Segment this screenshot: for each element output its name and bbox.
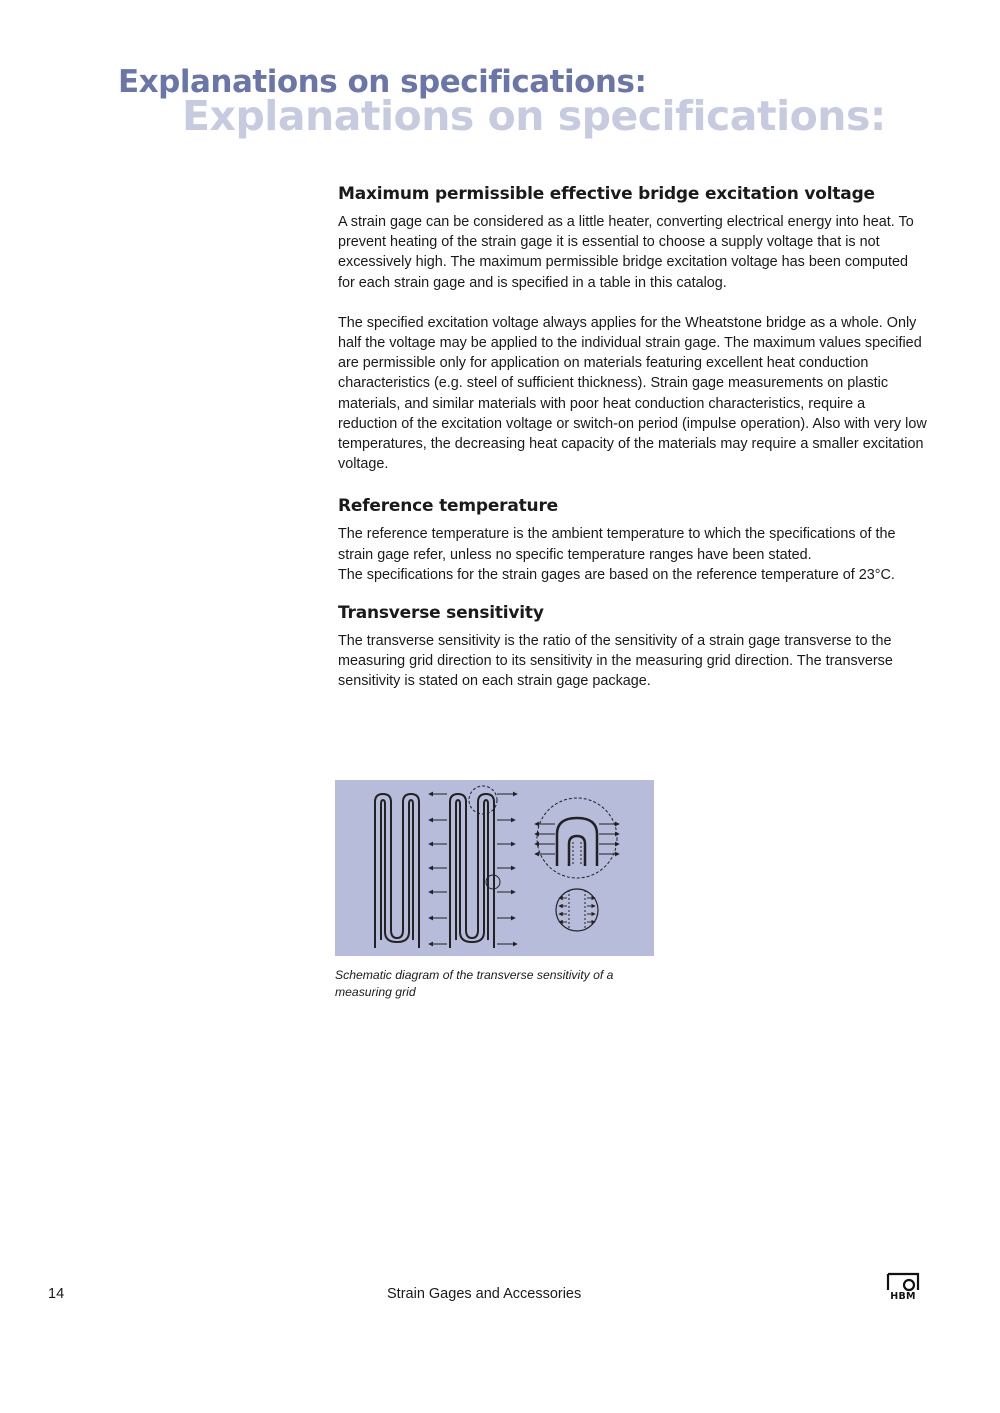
hbm-logo <box>886 1272 920 1302</box>
section-detail <box>556 889 598 931</box>
section-heading-reference-temperature: Reference temperature <box>338 496 558 517</box>
paragraph: The transverse sensitivity is the ratio of the sensitivity of a strain gage transverse to the measuring grid direction to its sensitivity in the measuring grid direction. The transverse sensitivity is stated on each strain gage package. <box>338 633 893 690</box>
paragraph: The specifications for the strain gages are based on the reference temperature of 23°C. <box>338 566 895 583</box>
paragraph: The specified excitation voltage always applies for the Wheatstone bridge as a whole. Only half the voltage may be applied to the individual strain gage. The maximum values specified are permissible only for application on materials featuring excellent heat conduction characteristics (e.g. steel of sufficient thickness). Strain gage measurements on plastic materials, and similar materials with poor heat conduction characteristics, require a reduction of the excitation voltage or switch-on period (impulse operation). Also with very low temperatures, the decreasing heat capacity of the materials may require a smaller excitation voltage. <box>338 314 927 473</box>
grid-outline-left <box>375 794 419 948</box>
force-arrows <box>429 794 517 944</box>
section-heading-transverse-sensitivity: Transverse sensitivity <box>338 603 544 624</box>
page-number: 14 <box>48 1286 65 1302</box>
grid-outline-middle <box>450 786 500 948</box>
paragraph: The reference temperature is the ambient temperature to which the specifications of the strain gage refer, unless no specific temperature ranges have been stated. <box>338 526 896 563</box>
section-heading-excitation-voltage: Maximum permissible effective bridge excitation voltage <box>338 184 875 204</box>
loop-detail <box>535 798 619 878</box>
paragraph: A strain gage can be considered as a little heater, converting electrical energy into heat. To prevent heating of the strain gage it is essential to choose a supply voltage that is not excessively high. The maximum permissible bridge excitation voltage has been computed for each strain gage and is specified in a table in this catalog. <box>338 214 914 291</box>
transverse-sensitivity-diagram <box>335 780 654 956</box>
footer-title: Strain Gages and Accessories <box>387 1286 582 1302</box>
logo-text: HBM <box>890 1291 916 1302</box>
page-title-echo: Explanations on specifications: <box>182 92 886 140</box>
page-title: Explanations on specifications: <box>118 64 647 100</box>
figure-caption: Schematic diagram of the transverse sensitivity of a measuring grid <box>335 968 614 999</box>
main-content <box>338 184 928 692</box>
